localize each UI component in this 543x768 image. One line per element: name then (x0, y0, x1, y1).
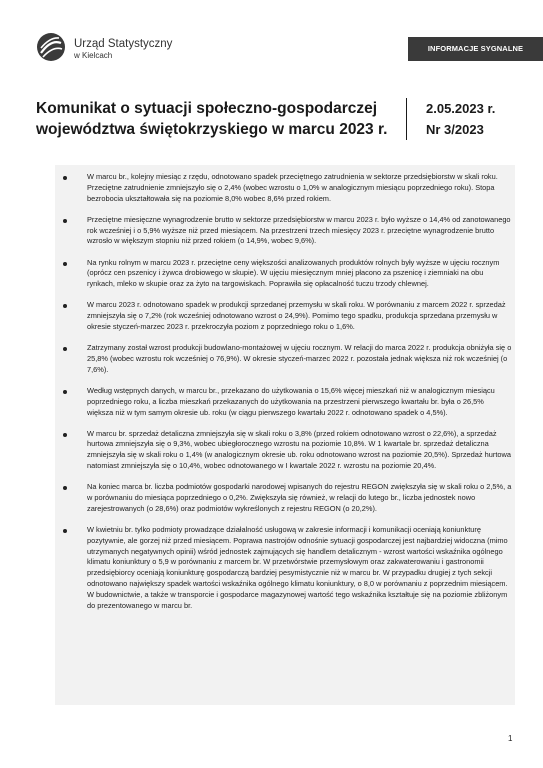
list-item (60, 215, 512, 247)
list-item (60, 482, 512, 514)
title-divider (406, 98, 407, 140)
bullet-icon (63, 304, 67, 308)
list-item (60, 300, 512, 332)
bullet-icon (63, 529, 67, 533)
publication-date: 2.05.2023 r. (426, 101, 496, 116)
bullet-icon (63, 486, 67, 490)
list-item (60, 525, 512, 611)
bullet-icon (63, 433, 67, 437)
title-line1: Komunikat o sytuacji społeczno-gospodarczej (36, 100, 378, 117)
list-item (60, 429, 512, 472)
list-item (60, 386, 512, 418)
issue-number: Nr 3/2023 (426, 122, 484, 137)
bullet-icon (63, 176, 67, 180)
bullet-text: Według wstępnych danych, w marcu br., przekazano do użytkowania o 15,6% więcej mieszkań niż w analogicznym miesiącu poprzedniego roku, a liczba mieszkań przekazanych do użytkowania na przestrzeni pierwszego kwartału br. była o 26,5% większa niż w tym samym okresie ub. roku (w ciągu pierwszego kwartału 2022 r. odnotowano spadek o 4,5%). (87, 385, 495, 417)
bullet-text: W marcu 2023 r. odnotowano spadek w produkcji sprzedanej przemysłu w skali roku. W porównaniu z marcem 2022 r. sprzedaż zmniejszyła się o 7,2% (rok wcześniej odnotowano wzrost o 24,9%). Pomimo tego spadku, produkcja sprzedana przemysłu w okresie styczeń-marzec 2023 r. przekroczyła poziom z poprzedniego roku o 1,6%. (87, 300, 506, 331)
bullet-text: Na koniec marca br. liczba podmiotów gospodarki narodowej wpisanych do rejestru REGON zwiększyła się w skali roku o 2,5%, a w porównaniu do miesiąca poprzedniego o 0,2%. Zwiększyła się również, w relacji do lutego br., liczba jednostek nowo zarejestrowanych (o 28,6%) oraz podmiotów wykreślonych z rejestru REGON (o 20,2%). (87, 482, 512, 513)
page-title (36, 98, 396, 140)
bullet-text: Zatrzymany został wzrost produkcji budowlano-montażowej w ujęciu rocznym. W relacji do marca 2022 r. produkcja obniżyła się o 25,8% (wobec wzrostu rok wcześniej o 76,9%). W okresie styczeń-marzec 2022 r. pozostała jednak większa niż rok wcześniej (o 7,6%). (87, 343, 512, 374)
bullet-icon (63, 262, 67, 266)
document-meta (426, 98, 495, 140)
list-item (60, 172, 512, 204)
section-badge: INFORMACJE SYGNALNE (408, 37, 543, 61)
logo-icon (36, 32, 66, 62)
bullet-text: W kwietniu br. tylko podmioty prowadzące działalność usługową w zakresie informacji i komunikacji oceniają koniunkturę pozytywnie, ale gorzej niż przed miesiącem. Poprawa nastrojów odnośnie sytuacji gospodarczej jest najbardziej widoczna (mimo utrzymanych negatywnych opinii) wśród jednostek zajmujących się handlem detalicznym - wzrost wartości wskaźnika ogólnego klimatu koniunktury o 5,9 w porównaniu z marcem br. W przetwórstwie przemysłowym oraz zakwaterowaniu i gastronomii przedsiębiorcy oceniają koniunkturę gospodarczą bardziej pesymistycznie niż w marcu br. W przypadku drugiej z tych sekcji odnotowano największy spadek wartości wskaźnika ogólnego klimatu koniunktury, o 8,0 w porównaniu z poprzednim miesiącem. W budownictwie, a także w transporcie i gospodarce magazynowej wartość tego wskaźnika kształtuje się na poziomie zbliżonym do prezentowanego w marcu br. (87, 525, 508, 610)
logo-line1: Urząd Statystyczny (74, 38, 173, 50)
bullet-text: W marcu br., kolejny miesiąc z rzędu, odnotowano spadek przeciętnego zatrudnienia w sektorze przedsiębiorstw w skali roku. Przeciętne zatrudnienie zmniejszyło się o 2,4% (wobec wzrostu o 1,0% w analogicznym miesiącu poprzedniego roku). Stopa bezrobocia ukształtowała się na poziomie 8,0% wobec 8,6% przed rokiem. (87, 172, 498, 203)
logo-text (74, 38, 172, 62)
bullet-text: Przeciętne miesięczne wynagrodzenie brutto w sektorze przedsiębiorstw w marcu 2023 r. było wyższe o 14,4% od zanotowanego rok wcześniej i o 5,9% wyższe niż przed miesiącem. Na przestrzeni trzech miesięcy 2023 r. przeciętne wynagrodzenie brutto wzrosło w większym stopniu niż przed rokiem (o 14,9%, wobec 9,6%). (87, 214, 511, 246)
bullet-icon (63, 347, 67, 351)
title-line2: województwa świętokrzyskiego w marcu 2023 r. (36, 121, 388, 138)
page-number: 1 (508, 734, 513, 743)
list-item (60, 343, 512, 375)
bullet-text: W marcu br. sprzedaż detaliczna zmniejszyła się w skali roku o 3,8% (przed rokiem odnotowano wzrost o 22,6%), a sprzedaż hurtowa zmniejszyła się o 9,3%, wobec ubiegłorocznego wzrostu na poziomie 10,8%. W 1 kwartale br. sprzedaż detaliczna zmniejszyła się w skali roku o 1,4% (w analogicznym okresie ub. roku odnotowano wzrost na poziomie 20,5%). Sprzedaż hurtowa natomiast zmniejszyła się o 10,4%, wobec odnotowanego w I kwartale 2022 r. wzrostu na poziomie 20,4%. (87, 428, 511, 471)
bullet-text: Na rynku rolnym w marcu 2023 r. przeciętne ceny większości analizowanych produktów rolnych były wyższe w ujęciu rocznym (oprócz cen pszenicy i żywca drobiowego w skupie). W ujęciu miesięcznym mniej płacono za pszenicę i ziemniaki na obu rynkach, mleko w skupie oraz za żyto na targowiskach. Poprawiła się opłacalność tuczu trzody chlewnej. (87, 257, 500, 289)
bullet-icon (63, 219, 67, 223)
logo-line2: w Kielcach (74, 51, 113, 60)
summary-list (60, 172, 512, 622)
bullet-icon (63, 390, 67, 394)
list-item (60, 258, 512, 290)
